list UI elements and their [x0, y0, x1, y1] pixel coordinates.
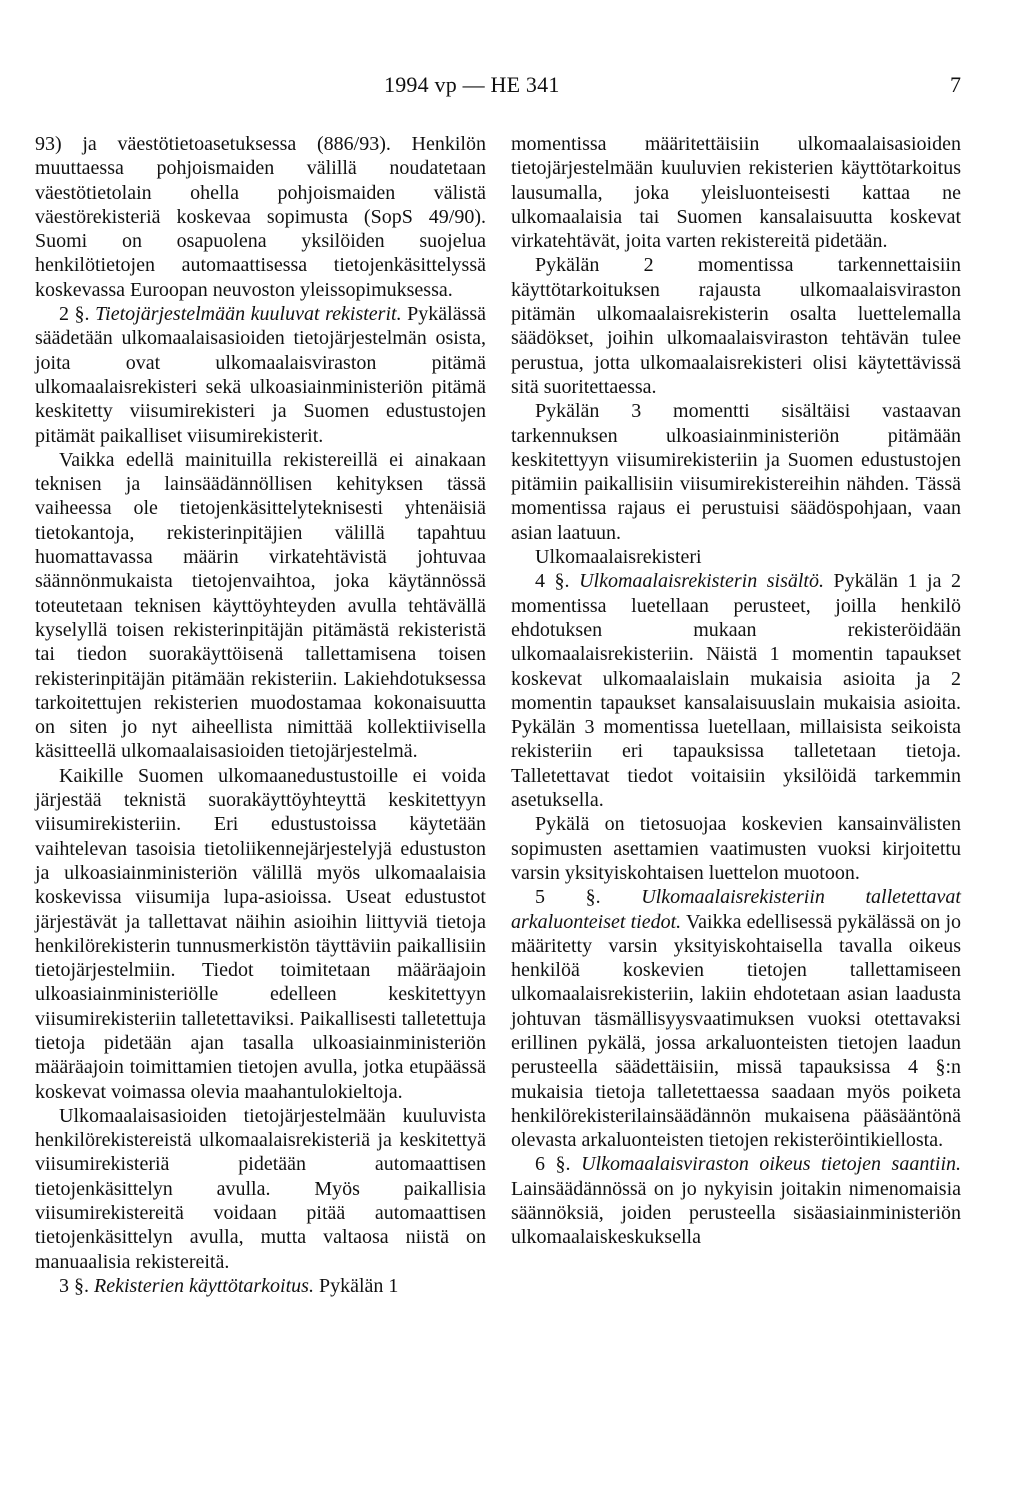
- page-header: [0, 72, 1024, 106]
- section-5-paragraph: [511, 885, 961, 1152]
- section-6-paragraph: [511, 1152, 961, 1249]
- paragraph: Ulkomaalaisasioiden tietojärjestelmään kuuluvista henkilörekistereistä ulkomaalaisrekisteriä ja keskitettyä viisumirekisteriä pidetään automaattisen tietojenkäsittelyn avulla. Myös paikallisia viisumirekistereitä voidaan pitää automaattisen tietojenkäsittelyn avulla, mutta valtaosa niistä on manuaalisia rekistereitä.: [35, 1104, 486, 1273]
- right-column: [511, 132, 961, 1250]
- section-4-paragraph: [511, 569, 961, 812]
- section-number: 4 §.: [535, 570, 570, 593]
- section-2-paragraph: [35, 302, 486, 448]
- section-heading: Ulkomaalaisrekisteri: [535, 546, 702, 569]
- paragraph: Pykälä on tietosuojaa koskevien kansainvälisten sopimusten asettamien vaatimusten vuoksi kirjoitettu varsin yksityiskohtaisen luettelon muotoon.: [511, 813, 961, 884]
- paragraph: Pykälän 3 momentti sisältäisi vastaavan tarkennuksen ulkoasiainministeriön pitämään keskitettyyn viisumirekisteriin ja Suomen edustustojen pitämiin paikallisiin viisumirekistereihin nähden. Tässä momentissa rajaus ei perustuisi säädöspohjaan, vaan asian laatuun.: [511, 400, 961, 544]
- section-3-paragraph: [35, 1274, 486, 1298]
- section-title: Rekisterien käyttötarkoitus.: [94, 1274, 314, 1297]
- section-title: Ulkomaalaisrekisterin sisältö.: [579, 570, 824, 593]
- document-reference: 1994 vp — HE 341: [384, 72, 560, 97]
- section-text: Pykälän 1: [318, 1274, 399, 1297]
- section-number: 2 §.: [59, 303, 90, 326]
- paragraph: Pykälän 2 momentissa tarkennettaisiin käyttötarkoituksen rajausta ulkomaalaisviraston pitämän ulkomaalaisrekisterin osalta luettelemalla säädökset, joihin ulkomaalaisviraston tehtävän tulee perustua, jotta ulkomaalaisrekisteri olisi käytettävissä sitä suoritettaessa.: [511, 254, 961, 398]
- section-text: Pykälässä säädetään ulkomaalaisasioiden tietojärjestelmän osista, joita ovat ulkomaalaisviraston pitämä ulkomaalaisrekisteri sekä ulkoasiainministeriön pitämä keskitetty viisumirekisteri ja Suomen edustustojen pitämät paikalliset viisumirekisterit.: [35, 303, 487, 447]
- section-title: Ulkomaalaisviraston oikeus tietojen saantiin.: [581, 1153, 962, 1176]
- paragraph: 93) ja väestötietoasetuksessa (886/93). Henkilön muuttaessa pohjoismaiden välillä noudatetaan väestötietolain ohella pohjoismaiden välistä väestörekisteriä koskevaa sopimusta (SopS 49/90). Suomi on osapuolena yksilöiden suojelua henkilötietojen automaattisessa tietojenkäsittelyssä koskevassa Euroopan neuvoston yleissopimuksessa.: [35, 133, 486, 301]
- section-text: Vaikka edellisessä pykälässä on jo määritetty varsin yksityiskohtaisella tavalla oikeus henkilöä koskevien tietojen tallettamiseen ulkomaalaisrekisteriin, lakiin ehdotetaan asian laadusta johtuvan täsmällisyysvaatimuksen vuoksi otettavaksi erillinen pykälä, jossa arkaluonteisten tietojen laadun perusteella säädettäisiin, missä tapauksissa 4 §:n mukaisia tietoja talletettaessa saadaan myös poiketa henkilörekisterilainsäädännön mukaisena pääsääntönä olevasta arkaluonteisten tietojen rekisteröintikiellosta.: [511, 910, 961, 1152]
- left-column: [35, 132, 486, 1298]
- page-number: 7: [950, 72, 961, 97]
- section-title: Tietojärjestelmään kuuluvat rekisterit.: [95, 303, 402, 326]
- paragraph: Vaikka edellä mainituilla rekistereillä ei ainakaan teknisen ja lainsäädännöllisen kehityksen tässä vaiheessa ole tietojenkäsittelyteknisesti yhtenäisiä tietokantoja, rekisterinpitäjien välillä tapahtuu huomattavassa määrin virkatehtävistä johtuvaa säännönmukaista tietojenvaihtoa, joka käytännössä toteutetaan teknisen käyttöyhteyden avulla tehtävällä kyselyllä toisen rekisterinpitäjän pitämästä rekisteristä tai tiedon suorakäyttöisenä tallettamisena toisen rekisterinpitäjän pitämään rekisteriin. Lakiehdotuksessa tarkoitettujen rekisterien muodostamaa kokonaisuutta on siten jo nyt aiheellista nimittää kollektiivisella käsitteellä ulkomaalaisasioiden tietojärjestelmä.: [35, 448, 486, 763]
- section-number: 5 §.: [535, 886, 601, 909]
- paragraph: momentissa määritettäisiin ulkomaalaisasioiden tietojärjestelmään kuuluvien rekisterien käyttötarkoitus lausumalla, joka yleisluonteisesti kattaa ne ulkomaalaisia tai Suomen kansalaisuutta koskevat virkatehtävät, joita varten rekistereitä pidetään.: [511, 133, 961, 253]
- section-text: Pykälän 1 ja 2 momentissa luetellaan perusteet, joilla henkilö ehdotuksen mukaan rekisteröidään ulkomaalaisrekisteriin. Näistä 1 momentin tapaukset koskevat ulkomaalaislain mukaisia asioita ja 2 momentin tapaukset kansalaisuuslain mukaisia asioita. Pykälän 3 momentissa luetellaan, millaisista seikoista rekisteriin eri tapauksissa talletetaan tietoja. Talletettavat tiedot voitaisiin yksilöidä tarkemmin asetuksella.: [511, 570, 962, 812]
- paragraph: Kaikille Suomen ulkomaanedustustoille ei voida järjestää teknistä suorakäyttöyhteyttä keskitettyyn viisumirekisteriin. Eri edustustoissa käytetään vaihtelevan tasoisia tietoliikennejärjestelyjä edustuston ja ulkoasiainministeriön välillä myös ulkomaalaisia koskevissa viisumija lupa-asioissa. Useat edustustot järjestävät ja tallettavat näihin asioihin liittyviä tietoja henkilörekisterin tunnusmerkistön täyttäviin paikallisiin tietojärjestelmiin. Tiedot toimitetaan määräajoin ulkoasiainministeriölle edelleen keskitettyyn viisumirekisteriin talletettaviksi. Paikallisesti talletettuja tietoja pidetään ajan tasalla ulkoasiainministeriön määräajoin toimittamien tietojen avulla, jotka etupäässä koskevat voimassa olevia maahantulokieltoja.: [35, 764, 486, 1103]
- section-number: 3 §.: [59, 1274, 89, 1297]
- section-title: Ulkomaalaisrekisteriin talletettavat arkaluonteiset tiedot.: [511, 886, 961, 933]
- section-number: 6 §.: [535, 1153, 571, 1176]
- section-text: Lainsäädännössä on jo nykyisin joitakin nimenomaisia säännöksiä, joiden perusteella sisäasiainministeriön ulkomaalaiskeskuksella: [511, 1177, 961, 1249]
